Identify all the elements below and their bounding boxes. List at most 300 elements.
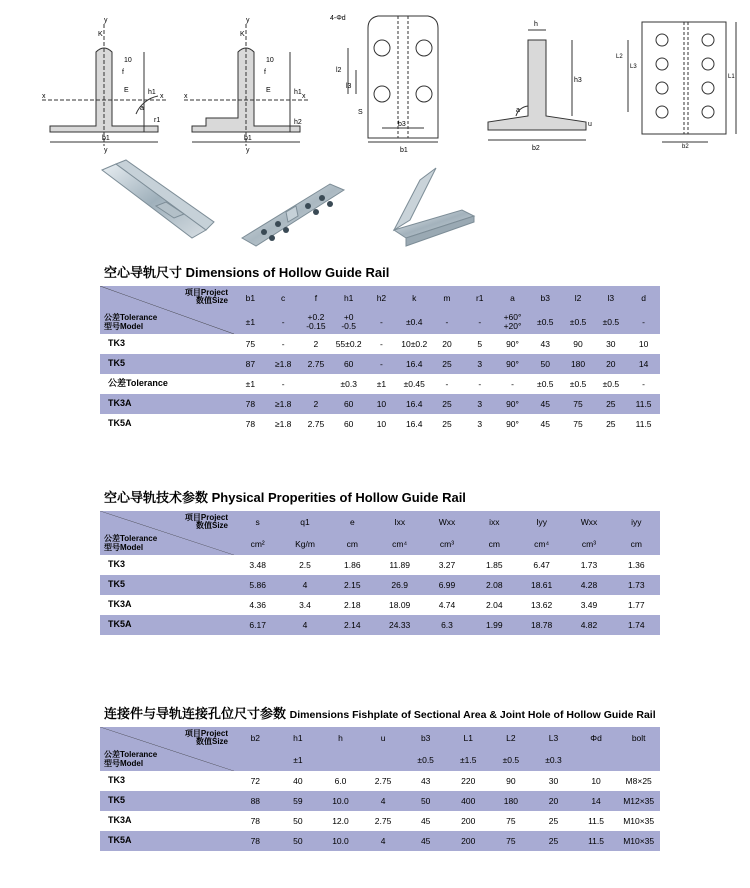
subheader-cell: +0 -0.5: [332, 310, 365, 334]
table-cell: 90°: [496, 334, 529, 354]
header-cell: k: [398, 286, 431, 310]
drawing5-l3-label: L3: [630, 64, 637, 70]
dimensions-table: [100, 286, 660, 434]
table2-header-row: [100, 511, 660, 533]
table-cell: 25: [532, 831, 575, 851]
table-cell: 20: [594, 354, 627, 374]
drawing4-h3-label: h3: [574, 77, 582, 84]
row-label: TK5A: [100, 831, 234, 851]
table-cell: 1.85: [471, 555, 518, 575]
table-cell: 75: [234, 334, 267, 354]
table-cell: 90°: [496, 394, 529, 414]
table-cell: 45: [529, 414, 562, 434]
table-cell: -: [365, 354, 398, 374]
subheader-cell: -: [267, 310, 300, 334]
header-cell: L2: [490, 727, 533, 749]
table-cell: 200: [447, 831, 490, 851]
subheader-cell: cm³: [423, 533, 470, 555]
table-cell: 220: [447, 771, 490, 791]
table-cell: M12×35: [617, 791, 660, 811]
table-cell: 18.61: [518, 575, 565, 595]
table-row: [100, 394, 660, 414]
table-cell: 11.5: [627, 394, 660, 414]
table-cell: 18.78: [518, 615, 565, 635]
table-row: [100, 595, 660, 615]
drawing2-e-label: E: [266, 87, 271, 94]
row-label: TK5A: [100, 414, 234, 434]
table-cell: 16.4: [398, 354, 431, 374]
table-cell: -: [463, 374, 496, 394]
fishplate-drawing: [328, 10, 458, 160]
table-cell: M10×35: [617, 831, 660, 851]
table-cell: -: [365, 334, 398, 354]
table-cell: 11.89: [376, 555, 423, 575]
table-cell: 78: [234, 831, 277, 851]
subheader-cell: Kg/m: [281, 533, 328, 555]
table-row: [100, 334, 660, 354]
header-cell: b3: [404, 727, 447, 749]
table-cell: -: [431, 374, 464, 394]
row-label: TK5: [100, 791, 234, 811]
table-cell: 45: [529, 394, 562, 414]
drawing1-k-label: K: [98, 31, 103, 38]
drawing1-y-label: y: [104, 17, 108, 24]
table-cell: 1.73: [613, 575, 660, 595]
table-cell: 43: [529, 334, 562, 354]
row-label: TK3: [100, 555, 234, 575]
table-cell: 2.18: [329, 595, 376, 615]
table-cell: 10: [627, 334, 660, 354]
subheader-cell: ±0.3: [532, 749, 575, 771]
table-cell: -: [496, 374, 529, 394]
table2-corner-size: 数值Size: [195, 521, 228, 531]
table-row: [100, 555, 660, 575]
table-cell: 10.0: [319, 831, 362, 851]
subheader-cell: ±1: [234, 310, 267, 334]
header-cell: bolt: [617, 727, 660, 749]
table-row: [100, 374, 660, 394]
table-cell: 400: [447, 791, 490, 811]
table-cell: 50: [277, 831, 320, 851]
fishplate-table: [100, 727, 660, 851]
table-cell: 45: [404, 831, 447, 851]
table-cell: 4: [362, 791, 405, 811]
header-cell: h1: [277, 727, 320, 749]
table-cell: 11.5: [575, 831, 618, 851]
subheader-cell: [234, 749, 277, 771]
drawing2-b1-label: b1: [244, 135, 252, 142]
table-cell: 2.75: [300, 414, 333, 434]
table-cell: 12.0: [319, 811, 362, 831]
drawing4-a-label: a: [516, 107, 520, 114]
header-cell: L1: [447, 727, 490, 749]
header-cell: a: [496, 286, 529, 310]
drawing2-f-label: f: [264, 69, 266, 76]
table-cell: 20: [431, 334, 464, 354]
drawing1-f-label: f: [122, 69, 124, 76]
hole-pattern-drawing: [612, 18, 742, 148]
subheader-cell: -: [365, 310, 398, 334]
table-cell: 20: [532, 791, 575, 811]
table-cell: 6.3: [423, 615, 470, 635]
table2-title: [104, 487, 466, 506]
table-cell: ±0.45: [398, 374, 431, 394]
subheader-cell: cm²: [234, 533, 281, 555]
table-cell: 3.27: [423, 555, 470, 575]
table-cell: 90: [490, 771, 533, 791]
table3-title-en: Dimensions Fishplate of Sectional Area & Joint Hole of Hollow Guide Rail: [289, 709, 656, 721]
drawing3-b3-label: b3: [398, 121, 406, 128]
drawing3-hole-label: 4-Φd: [330, 15, 346, 22]
table-cell: 180: [562, 354, 595, 374]
table-cell: M8×25: [617, 771, 660, 791]
table1-title-en: Dimensions of Hollow Guide Rail: [185, 265, 390, 280]
table1-corner-size: 数值Size: [195, 296, 228, 306]
table-cell: 2.75: [300, 354, 333, 374]
table-cell: 2: [300, 334, 333, 354]
table-cell: ±1: [365, 374, 398, 394]
table-cell: 1.99: [471, 615, 518, 635]
drawing2-h1-label: h1: [294, 89, 302, 96]
table-cell: 60: [332, 354, 365, 374]
header-cell: l3: [594, 286, 627, 310]
subheader-cell: ±1: [277, 749, 320, 771]
table-cell: 200: [447, 811, 490, 831]
table-cell: 1.36: [613, 555, 660, 575]
table-cell: 4: [281, 615, 328, 635]
table-cell: 13.62: [518, 595, 565, 615]
header-cell: m: [431, 286, 464, 310]
table-cell: ≥1.8: [267, 354, 300, 374]
table-cell: 90°: [496, 354, 529, 374]
table-cell: 88: [234, 791, 277, 811]
row-label: TK3: [100, 334, 234, 354]
row-label: TK3A: [100, 595, 234, 615]
table-cell: 4: [281, 575, 328, 595]
header-cell: s: [234, 511, 281, 533]
table-cell: -: [627, 374, 660, 394]
table-row: [100, 354, 660, 374]
table1-corner-cell: [100, 286, 234, 334]
header-cell: h: [319, 727, 362, 749]
subheader-cell: -: [431, 310, 464, 334]
row-label: TK3A: [100, 394, 234, 414]
table-cell: 4: [362, 831, 405, 851]
table-cell: 2.08: [471, 575, 518, 595]
subheader-cell: ±0.5: [594, 310, 627, 334]
table3-corner-tolerance: 公差Tolerance: [104, 750, 158, 760]
subheader-cell: [617, 749, 660, 771]
subheader-cell: cm: [471, 533, 518, 555]
table-cell: 3: [463, 414, 496, 434]
row-label: TK3A: [100, 811, 234, 831]
table-row: [100, 831, 660, 851]
table1-title-cn: 空心导轨尺寸: [104, 265, 183, 280]
drawing4-u-label: u: [588, 121, 592, 128]
subheader-cell: [319, 749, 362, 771]
table1-header-row: [100, 286, 660, 310]
subheader-cell: ±0.5: [529, 310, 562, 334]
table3-title-cn: 连接件与导轨连接孔位尺寸参数: [104, 706, 287, 721]
table-cell: 30: [532, 771, 575, 791]
table-row: [100, 414, 660, 434]
table-cell: 10.0: [319, 791, 362, 811]
table-cell: 14: [627, 354, 660, 374]
table2-corner-model: 型号Model: [104, 542, 144, 552]
table-cell: 45: [404, 811, 447, 831]
drawing2-10-label: 10: [266, 57, 274, 64]
section-drawing: [476, 12, 596, 152]
table-cell: 2.15: [329, 575, 376, 595]
table-cell: 2.14: [329, 615, 376, 635]
table-cell: 50: [529, 354, 562, 374]
table3-corner-model: 型号Model: [104, 758, 144, 768]
table3-title: [104, 703, 656, 722]
table-row: [100, 771, 660, 791]
table2-title-cn: 空心导轨技术参数: [104, 490, 209, 505]
profile-drawing-2: [182, 14, 312, 154]
header-cell: Wxx: [423, 511, 470, 533]
table-cell: 60: [332, 394, 365, 414]
table-cell: 75: [490, 811, 533, 831]
table-cell: 3: [463, 394, 496, 414]
table-cell: 78: [234, 414, 267, 434]
header-cell: u: [362, 727, 405, 749]
table-cell: 2: [300, 394, 333, 414]
table-cell: 10: [575, 771, 618, 791]
subheader-cell: cm³: [565, 533, 612, 555]
table-cell: 2.75: [362, 811, 405, 831]
header-cell: Φd: [575, 727, 618, 749]
table-cell: [300, 374, 333, 394]
table-cell: 25: [431, 414, 464, 434]
drawing1-b1-label: b1: [102, 135, 110, 142]
subheader-cell: ±0.5: [490, 749, 533, 771]
subheader-cell: -: [463, 310, 496, 334]
header-cell: q1: [281, 511, 328, 533]
drawing2-x-label: x: [184, 93, 188, 100]
table-cell: 4.36: [234, 595, 281, 615]
table-cell: -: [267, 334, 300, 354]
table-cell: 50: [277, 811, 320, 831]
header-cell: h1: [332, 286, 365, 310]
drawing2-k-label: K: [240, 31, 245, 38]
table1-corner-model: 型号Model: [104, 321, 144, 331]
drawing1-e-label: E: [124, 87, 129, 94]
table-cell: 50: [404, 791, 447, 811]
table-cell: 10: [365, 414, 398, 434]
table3-corner-size: 数值Size: [195, 737, 228, 747]
table-cell: ±0.5: [529, 374, 562, 394]
table-cell: 90: [562, 334, 595, 354]
subheader-cell: [362, 749, 405, 771]
row-label: TK5: [100, 354, 234, 374]
drawing4-b2-label: b2: [532, 145, 540, 152]
table-cell: 10±0.2: [398, 334, 431, 354]
header-cell: b3: [529, 286, 562, 310]
table1-corner-tolerance: 公差Tolerance: [104, 313, 158, 323]
table-cell: 18.09: [376, 595, 423, 615]
table-cell: 3.4: [281, 595, 328, 615]
drawing3-l3-label: l3: [346, 83, 352, 90]
table-cell: 2.04: [471, 595, 518, 615]
table1-title: [104, 262, 389, 281]
table-cell: 90°: [496, 414, 529, 434]
drawing5-l2-label: L2: [616, 54, 623, 60]
fishplate-photo: [238, 176, 348, 248]
table-cell: 1.73: [565, 555, 612, 575]
drawing4-h-label: h: [534, 21, 538, 28]
header-cell: Iyy: [518, 511, 565, 533]
table3-header-row: [100, 727, 660, 749]
drawing1-a-label: a: [140, 105, 144, 112]
table-cell: 40: [277, 771, 320, 791]
table-cell: 16.4: [398, 394, 431, 414]
row-label: 公差Tolerance: [100, 374, 234, 394]
drawing1-h1-label: h1: [148, 89, 156, 96]
subheader-cell: ±0.5: [404, 749, 447, 771]
header-cell: iyy: [613, 511, 660, 533]
table-cell: 25: [532, 811, 575, 831]
table-cell: 11.5: [575, 811, 618, 831]
header-cell: b1: [234, 286, 267, 310]
drawing3-b1-label: b1: [400, 147, 408, 154]
table-cell: ±0.5: [562, 374, 595, 394]
header-cell: e: [329, 511, 376, 533]
table-cell: 30: [594, 334, 627, 354]
header-cell: ixx: [471, 511, 518, 533]
subheader-cell: -: [627, 310, 660, 334]
table-cell: 2.5: [281, 555, 328, 575]
table-cell: 2.75: [362, 771, 405, 791]
table-cell: 78: [234, 394, 267, 414]
table-cell: 4.82: [565, 615, 612, 635]
drawing2-y-label: y: [246, 17, 250, 24]
table2-corner-tolerance: 公差Tolerance: [104, 534, 158, 544]
table-cell: 78: [234, 811, 277, 831]
row-label: TK5: [100, 575, 234, 595]
table-cell: 5: [463, 334, 496, 354]
rail-photo-1: [96, 156, 216, 246]
drawing5-b2-label: b2: [682, 144, 689, 148]
table-cell: 1.86: [329, 555, 376, 575]
table-row: [100, 575, 660, 595]
table-cell: 75: [562, 394, 595, 414]
table-cell: 72: [234, 771, 277, 791]
table-cell: 25: [431, 394, 464, 414]
table-cell: 6.17: [234, 615, 281, 635]
drawing1-10-label: 10: [124, 57, 132, 64]
table3-corner-project: 项目Project: [184, 729, 228, 738]
subheader-cell: +0.2 -0.15: [300, 310, 333, 334]
table-cell: 24.33: [376, 615, 423, 635]
table-cell: 180: [490, 791, 533, 811]
table-cell: 60: [332, 414, 365, 434]
table-cell: 3: [463, 354, 496, 374]
drawing1-r1-label: r1: [154, 117, 161, 124]
subheader-cell: ±0.5: [562, 310, 595, 334]
table-cell: ≥1.8: [267, 414, 300, 434]
table-cell: 10: [365, 394, 398, 414]
table-cell: 6.47: [518, 555, 565, 575]
table-cell: 4.28: [565, 575, 612, 595]
table-cell: ≥1.8: [267, 394, 300, 414]
table-row: [100, 791, 660, 811]
table-cell: ±0.3: [332, 374, 365, 394]
table-cell: 25: [594, 414, 627, 434]
subheader-cell: ±1.5: [447, 749, 490, 771]
table-cell: 3.49: [565, 595, 612, 615]
table-cell: 75: [562, 414, 595, 434]
drawing1-x-label: x: [42, 93, 46, 100]
drawing3-s-label: S: [358, 109, 363, 116]
drawing2-h2-label: h2: [294, 119, 302, 126]
table-cell: 87: [234, 354, 267, 374]
subheader-cell: cm: [613, 533, 660, 555]
table-cell: 1.74: [613, 615, 660, 635]
table-cell: 5.86: [234, 575, 281, 595]
table2-corner-project: 项目Project: [184, 513, 228, 522]
subheader-cell: +60° +20°: [496, 310, 529, 334]
table-cell: 55±0.2: [332, 334, 365, 354]
table-cell: 75: [490, 831, 533, 851]
subheader-cell: cm: [329, 533, 376, 555]
table-cell: -: [267, 374, 300, 394]
table-cell: 11.5: [627, 414, 660, 434]
table-cell: ±1: [234, 374, 267, 394]
subheader-cell: cm⁴: [518, 533, 565, 555]
drawing5-l1-label: L1: [728, 74, 735, 80]
table-cell: 43: [404, 771, 447, 791]
table-cell: 1.77: [613, 595, 660, 615]
table-cell: 3.48: [234, 555, 281, 575]
table-cell: 25: [431, 354, 464, 374]
header-cell: r1: [463, 286, 496, 310]
drawing2-x2-label: x: [302, 93, 306, 100]
profile-drawing-1: [40, 14, 170, 154]
header-cell: h2: [365, 286, 398, 310]
header-cell: Ixx: [376, 511, 423, 533]
table2-corner-cell: [100, 511, 234, 555]
row-label: TK3: [100, 771, 234, 791]
header-cell: b2: [234, 727, 277, 749]
table-cell: 25: [594, 394, 627, 414]
table-cell: M10×35: [617, 811, 660, 831]
header-cell: d: [627, 286, 660, 310]
table1-corner-project: 项目Project: [184, 288, 228, 297]
table-cell: ±0.5: [594, 374, 627, 394]
drawing1-y2-label: y: [104, 147, 108, 154]
table-cell: 14: [575, 791, 618, 811]
table-cell: 16.4: [398, 414, 431, 434]
drawing2-y2-label: y: [246, 147, 250, 154]
header-cell: l2: [562, 286, 595, 310]
rail-photo-2: [380, 160, 480, 252]
header-cell: L3: [532, 727, 575, 749]
row-label: TK5A: [100, 615, 234, 635]
properties-table: [100, 511, 660, 635]
table-cell: 26.9: [376, 575, 423, 595]
drawing3-l2-label: l2: [336, 67, 342, 74]
header-cell: c: [267, 286, 300, 310]
header-cell: Wxx: [565, 511, 612, 533]
subheader-cell: ±0.4: [398, 310, 431, 334]
table-row: [100, 811, 660, 831]
subheader-cell: [575, 749, 618, 771]
table-cell: 6.99: [423, 575, 470, 595]
drawing1-x2-label: x: [160, 93, 164, 100]
table-row: [100, 615, 660, 635]
